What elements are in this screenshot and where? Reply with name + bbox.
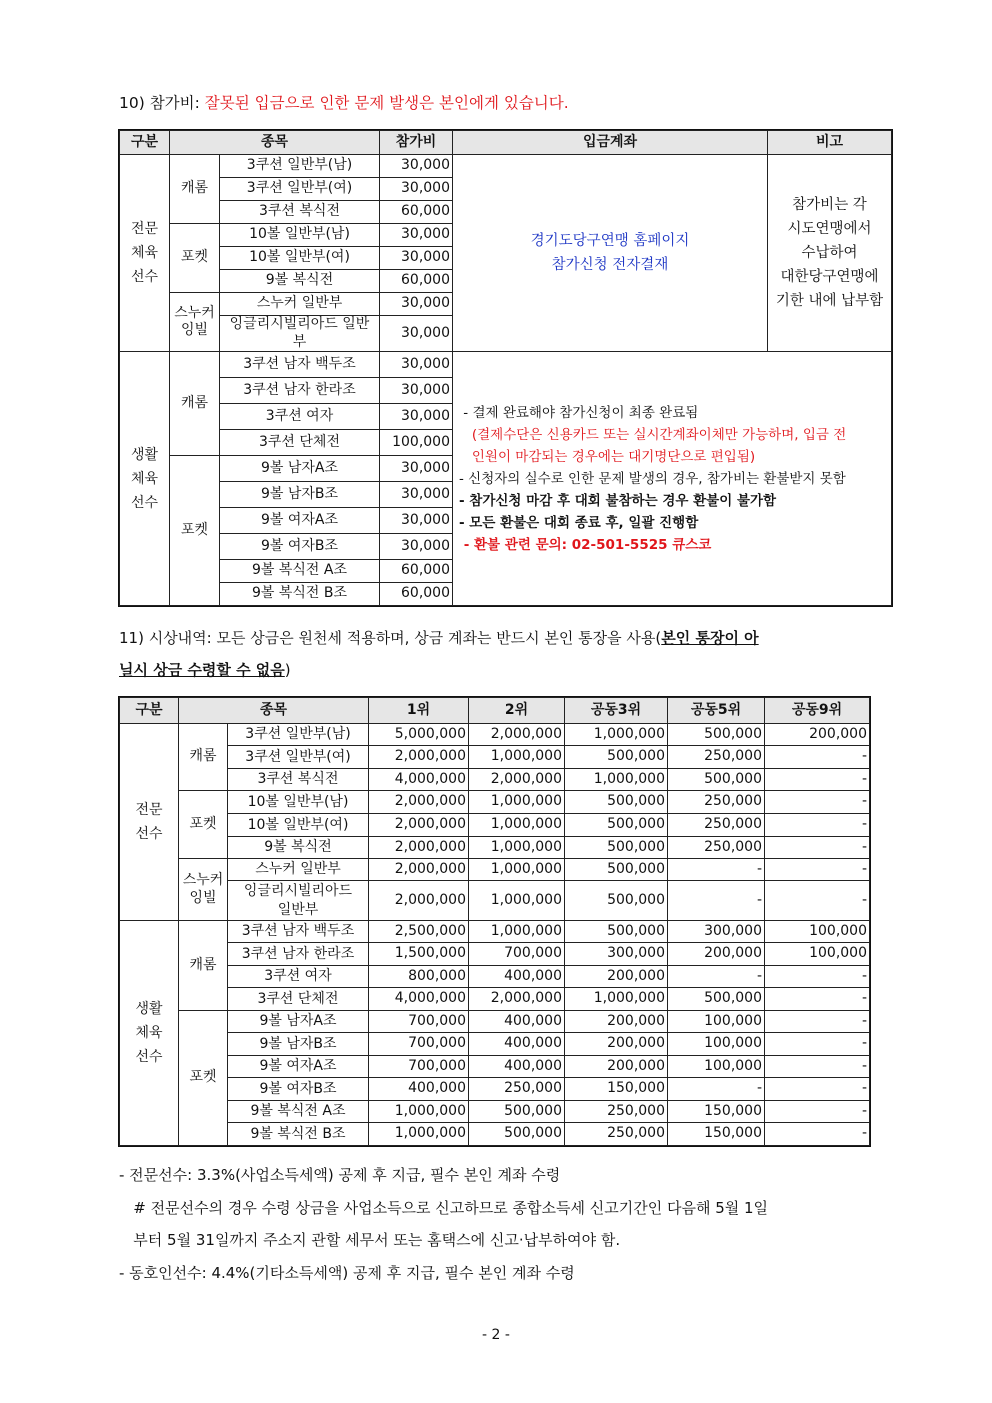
prize-amount-cell: - — [765, 988, 870, 1011]
prize-amount-cell: 100,000 — [765, 943, 870, 966]
prize-amount-cell: 500,000 — [565, 746, 668, 769]
prize-amount-cell: 250,000 — [668, 814, 765, 837]
event-cell: 3쿠션 단체전 — [228, 988, 369, 1011]
prize-amount-cell: 2,000,000 — [469, 769, 565, 791]
fee-row — [120, 352, 892, 378]
prize-row — [120, 921, 870, 943]
prize-amount-cell: - — [765, 1101, 870, 1123]
event-cell: 3쿠션 복식전 — [220, 201, 380, 224]
event-cell: 9볼 남자A조 — [220, 456, 380, 482]
prize-header-9th: 공동9위 — [765, 698, 870, 724]
prize-header-row — [120, 698, 870, 724]
prize-amount-cell: 500,000 — [565, 859, 668, 881]
note-line: - 신청자의 실수로 인한 문제 발생의 경우, 참가비는 환불받지 못함 — [459, 470, 846, 487]
event-cell: 9볼 복식전 B조 — [228, 1123, 369, 1146]
event-cell: 10볼 일반부(남) — [228, 791, 369, 814]
prize-row — [120, 837, 870, 859]
event-cell: 3쿠션 일반부(여) — [228, 746, 369, 769]
prize-row — [120, 1078, 870, 1101]
discipline-cell: 캐롬 — [179, 724, 228, 791]
prize-header-1st: 1위 — [369, 698, 469, 724]
fee-cell: 30,000 — [380, 378, 453, 404]
event-cell: 9볼 복식전 B조 — [220, 583, 380, 606]
prize-amount-cell: 200,000 — [765, 724, 870, 746]
prize-amount-cell: 4,000,000 — [369, 769, 469, 791]
fee-cell: 30,000 — [380, 316, 453, 352]
prize-amount-cell: 300,000 — [565, 943, 668, 966]
prize-amount-cell: 800,000 — [369, 966, 469, 988]
event-cell: 잉글리시빌리아드 일반부 — [220, 316, 380, 352]
discipline-cell: 포켓 — [179, 1011, 228, 1146]
prize-amount-cell: 100,000 — [668, 1056, 765, 1078]
fee-table-body — [120, 155, 892, 606]
prize-amount-cell: 500,000 — [565, 814, 668, 837]
prize-amount-cell: 1,000,000 — [469, 859, 565, 881]
note-line: - 환불 관련 문의: 02-501-5525 큐스코 — [459, 536, 712, 553]
event-cell: 9볼 복식전 — [220, 270, 380, 293]
section-10-heading — [119, 92, 569, 114]
discipline-cell: 캐롬 — [170, 352, 220, 456]
prize-amount-cell: 250,000 — [565, 1101, 668, 1123]
fee-cell: 30,000 — [380, 178, 453, 201]
event-cell: 9볼 여자A조 — [220, 508, 380, 534]
prize-amount-cell: 4,000,000 — [369, 988, 469, 1011]
prize-amount-cell: 500,000 — [565, 921, 668, 943]
deposit-cell — [453, 155, 768, 352]
prize-amount-cell: 150,000 — [565, 1078, 668, 1101]
prize-amount-cell: - — [668, 881, 765, 921]
footnote-pro: - 전문선수: 3.3%(사업소득세액) 공제 후 지급, 필수 본인 계좌 수령 — [119, 1166, 561, 1184]
discipline-cell: 포켓 — [170, 224, 220, 293]
prize-amount-cell: 500,000 — [565, 791, 668, 814]
prize-amount-cell: 1,000,000 — [369, 1101, 469, 1123]
header-fee: 참가비 — [380, 131, 453, 155]
prize-amount-cell: 1,000,000 — [469, 814, 565, 837]
remark-line: 대한당구연맹에 — [780, 269, 879, 285]
prize-amount-cell: 200,000 — [668, 943, 765, 966]
prize-amount-cell: 1,000,000 — [469, 791, 565, 814]
event-cell: 3쿠션 여자 — [228, 966, 369, 988]
prize-row — [120, 1011, 870, 1033]
footnote-pro-detail-2: 부터 5월 31일까지 주소지 관할 세무서 또는 홈택스에 신고·납부하여야 함. — [119, 1231, 621, 1249]
prize-amount-cell: 1,000,000 — [565, 724, 668, 746]
prize-amount-cell: 500,000 — [565, 837, 668, 859]
header-deposit: 입금계좌 — [453, 131, 768, 155]
note-line: (결제수단은 신용카드 또는 실시간계좌이체만 가능하며, 입금 전 — [459, 426, 847, 443]
discipline-cell: 캐롬 — [179, 921, 228, 1011]
prize-header-event: 종목 — [179, 698, 369, 724]
prize-amount-cell: 400,000 — [469, 1033, 565, 1056]
discipline-cell: 포켓 — [179, 791, 228, 859]
prize-row — [120, 966, 870, 988]
event-cell: 3쿠션 일반부(남) — [220, 155, 380, 178]
event-cell: 9볼 여자B조 — [228, 1078, 369, 1101]
prize-amount-cell: 1,000,000 — [469, 881, 565, 921]
prize-amount-cell: 500,000 — [469, 1101, 565, 1123]
discipline-cell: 스누커 잉빌 — [179, 859, 228, 921]
fee-cell: 30,000 — [380, 224, 453, 247]
fee-table — [119, 130, 892, 606]
fee-cell: 30,000 — [380, 456, 453, 482]
prize-header-5th: 공동5위 — [668, 698, 765, 724]
discipline-cell: 포켓 — [170, 456, 220, 606]
category-cell: 전문 선수 — [120, 724, 179, 921]
prize-amount-cell: 250,000 — [668, 837, 765, 859]
prize-amount-cell: 250,000 — [565, 1123, 668, 1146]
prize-amount-cell: 2,000,000 — [369, 881, 469, 921]
section-10-title: 10) 참가비: — [119, 94, 205, 112]
prize-row — [120, 746, 870, 769]
prize-amount-cell: - — [765, 1033, 870, 1056]
discipline-cell: 스누커 잉빌 — [170, 293, 220, 352]
prize-amount-cell: 400,000 — [369, 1078, 469, 1101]
prize-amount-cell: - — [765, 1078, 870, 1101]
prize-row — [120, 1123, 870, 1146]
prize-amount-cell: 700,000 — [469, 943, 565, 966]
prize-amount-cell: 500,000 — [668, 988, 765, 1011]
fee-cell: 30,000 — [380, 155, 453, 178]
prize-row — [120, 791, 870, 814]
page-number: - 2 - — [482, 1327, 510, 1343]
prize-amount-cell: - — [765, 791, 870, 814]
fee-row — [120, 155, 892, 178]
note-line: 인원이 마감되는 경우에는 대기명단으로 편입됨) — [459, 448, 756, 465]
prize-table — [119, 697, 870, 1146]
prize-amount-cell: 2,000,000 — [369, 837, 469, 859]
prize-amount-cell: 400,000 — [469, 1056, 565, 1078]
prize-amount-cell: 500,000 — [668, 769, 765, 791]
prize-amount-cell: 100,000 — [765, 921, 870, 943]
prize-amount-cell: - — [765, 1011, 870, 1033]
category-cell: 생활 체육 선수 — [120, 921, 179, 1146]
prize-amount-cell: 200,000 — [565, 966, 668, 988]
deposit-line: 참가신청 전자결재 — [551, 257, 669, 273]
prize-amount-cell: 250,000 — [668, 791, 765, 814]
remark-cell — [768, 155, 892, 352]
header-category: 구분 — [120, 131, 170, 155]
prize-row — [120, 1033, 870, 1056]
prize-table-body — [120, 724, 870, 1146]
event-cell: 9볼 여자B조 — [220, 534, 380, 560]
prize-amount-cell: 100,000 — [668, 1033, 765, 1056]
remark-line: 시도연맹에서 — [787, 221, 872, 237]
prize-amount-cell: 1,000,000 — [369, 1123, 469, 1146]
event-cell: 3쿠션 복식전 — [228, 769, 369, 791]
remark-line: 수납하여 — [801, 245, 858, 261]
section-10-warning: 잘못된 입금으로 인한 문제 발생은 본인에게 있습니다. — [204, 94, 569, 112]
remark-line: 기한 내에 납부함 — [775, 293, 884, 309]
prize-amount-cell: 250,000 — [668, 746, 765, 769]
prize-amount-cell: 1,500,000 — [369, 943, 469, 966]
prize-header-2nd: 2위 — [469, 698, 565, 724]
prize-amount-cell: - — [765, 966, 870, 988]
prize-amount-cell: - — [668, 859, 765, 881]
event-cell: 10볼 일반부(여) — [228, 814, 369, 837]
note-line: - 모든 환불은 대회 종료 후, 일괄 진행함 — [459, 514, 699, 531]
event-cell: 잉글리시빌리아드 일반부 — [228, 881, 369, 921]
prize-amount-cell: 1,000,000 — [469, 746, 565, 769]
prize-row — [120, 1101, 870, 1123]
prize-amount-cell: - — [765, 814, 870, 837]
event-cell: 3쿠션 남자 백두조 — [228, 921, 369, 943]
prize-amount-cell: 2,000,000 — [369, 814, 469, 837]
prize-amount-cell: 500,000 — [668, 724, 765, 746]
prize-amount-cell: 2,000,000 — [469, 988, 565, 1011]
footnote-amateur: - 동호인선수: 4.4%(기타소득세액) 공제 후 지급, 필수 본인 계좌 수령 — [119, 1264, 575, 1282]
event-cell: 10볼 일반부(남) — [220, 224, 380, 247]
event-cell: 3쿠션 여자 — [220, 404, 380, 430]
event-cell: 3쿠션 남자 한라조 — [228, 943, 369, 966]
prize-amount-cell: 2,500,000 — [369, 921, 469, 943]
event-cell: 스누커 일반부 — [228, 859, 369, 881]
prize-amount-cell: 300,000 — [668, 921, 765, 943]
prize-row — [120, 988, 870, 1011]
fee-cell: 30,000 — [380, 508, 453, 534]
prize-amount-cell: 2,000,000 — [469, 724, 565, 746]
fee-cell: 30,000 — [380, 352, 453, 378]
prize-amount-cell: 500,000 — [565, 881, 668, 921]
fee-cell: 30,000 — [380, 404, 453, 430]
deposit-line: 경기도당구연맹 홈페이지 — [530, 233, 690, 249]
refund-notes-cell — [453, 352, 892, 606]
fee-cell: 60,000 — [380, 583, 453, 606]
prize-amount-cell: 200,000 — [565, 1033, 668, 1056]
prize-amount-cell: 200,000 — [565, 1011, 668, 1033]
prize-amount-cell: 250,000 — [469, 1078, 565, 1101]
remark-line: 참가비는 각 — [792, 197, 867, 213]
category-cell: 생활 체육 선수 — [120, 352, 170, 606]
category-cell: 전문 체육 선수 — [120, 155, 170, 352]
prize-amount-cell: 2,000,000 — [369, 791, 469, 814]
prize-amount-cell: - — [668, 966, 765, 988]
discipline-cell: 캐롬 — [170, 155, 220, 224]
prize-amount-cell: 1,000,000 — [565, 988, 668, 1011]
event-cell: 3쿠션 단체전 — [220, 430, 380, 456]
fee-cell: 30,000 — [380, 534, 453, 560]
prize-amount-cell: 5,000,000 — [369, 724, 469, 746]
prize-header-category: 구분 — [120, 698, 179, 724]
event-cell: 3쿠션 남자 백두조 — [220, 352, 380, 378]
prize-amount-cell: - — [765, 746, 870, 769]
prize-row — [120, 724, 870, 746]
section-11-heading-cont — [119, 659, 291, 681]
prize-amount-cell: - — [765, 881, 870, 921]
event-cell: 9볼 여자A조 — [228, 1056, 369, 1078]
prize-amount-cell: 400,000 — [469, 1011, 565, 1033]
fee-cell: 30,000 — [380, 293, 453, 316]
prize-row — [120, 1056, 870, 1078]
header-remark: 비고 — [768, 131, 892, 155]
prize-amount-cell: 2,000,000 — [369, 859, 469, 881]
prize-amount-cell: 700,000 — [369, 1033, 469, 1056]
header-event: 종목 — [170, 131, 380, 155]
fee-header-row — [120, 131, 892, 155]
footnote-pro-detail-1: # 전문선수의 경우 수령 상금을 사업소득으로 신고하므로 종합소득세 신고기간인 다음해 5월 1일 — [119, 1199, 769, 1217]
prize-amount-cell: 1,000,000 — [469, 921, 565, 943]
event-cell: 9볼 남자B조 — [228, 1033, 369, 1056]
prize-header-3rd: 공동3위 — [565, 698, 668, 724]
event-cell: 3쿠션 남자 한라조 — [220, 378, 380, 404]
event-cell: 10볼 일반부(여) — [220, 247, 380, 270]
prize-amount-cell: 700,000 — [369, 1011, 469, 1033]
prize-amount-cell: 1,000,000 — [565, 769, 668, 791]
prize-amount-cell: 400,000 — [469, 966, 565, 988]
note-line: - 결제 완료해야 참가신청이 최종 완료됨 — [459, 404, 699, 421]
event-cell: 9볼 남자B조 — [220, 482, 380, 508]
section-11-line1-underlined: 본인 통장이 아 — [661, 629, 759, 647]
prize-amount-cell: - — [765, 859, 870, 881]
prize-amount-cell: 100,000 — [668, 1011, 765, 1033]
event-cell: 9볼 복식전 — [228, 837, 369, 859]
prize-amount-cell: 200,000 — [565, 1056, 668, 1078]
prize-row — [120, 769, 870, 791]
fee-cell: 60,000 — [380, 201, 453, 224]
prize-row — [120, 859, 870, 881]
note-line: - 참가신청 마감 후 대회 불참하는 경우 환불이 불가함 — [459, 492, 777, 509]
event-cell: 9볼 남자A조 — [228, 1011, 369, 1033]
event-cell: 3쿠션 일반부(여) — [220, 178, 380, 201]
event-cell: 9볼 복식전 A조 — [228, 1101, 369, 1123]
event-cell: 3쿠션 일반부(남) — [228, 724, 369, 746]
prize-amount-cell: 1,000,000 — [469, 837, 565, 859]
prize-row — [120, 814, 870, 837]
fee-cell: 30,000 — [380, 247, 453, 270]
fee-cell: 100,000 — [380, 430, 453, 456]
prize-amount-cell: - — [765, 769, 870, 791]
prize-amount-cell: 150,000 — [668, 1123, 765, 1146]
fee-cell: 60,000 — [380, 560, 453, 583]
prize-amount-cell: 2,000,000 — [369, 746, 469, 769]
prize-amount-cell: - — [765, 1123, 870, 1146]
section-11-line2-suffix: ) — [284, 661, 291, 679]
fee-cell: 30,000 — [380, 482, 453, 508]
section-11-line1: 11) 시상내역: 모든 상금은 원천세 적용하며, 상금 계좌는 반드시 본인 통장을 사용( — [119, 629, 662, 647]
prize-amount-cell: 150,000 — [668, 1101, 765, 1123]
event-cell: 스누커 일반부 — [220, 293, 380, 316]
prize-amount-cell: - — [765, 1056, 870, 1078]
prize-amount-cell: - — [668, 1078, 765, 1101]
event-cell: 9볼 복식전 A조 — [220, 560, 380, 583]
section-11-heading — [119, 627, 759, 649]
fee-cell: 60,000 — [380, 270, 453, 293]
prize-amount-cell: - — [765, 837, 870, 859]
prize-amount-cell: 500,000 — [469, 1123, 565, 1146]
prize-row — [120, 943, 870, 966]
section-11-line2-underlined: 닐시 상금 수령할 수 없음 — [119, 661, 285, 679]
prize-amount-cell: 700,000 — [369, 1056, 469, 1078]
prize-row — [120, 881, 870, 921]
